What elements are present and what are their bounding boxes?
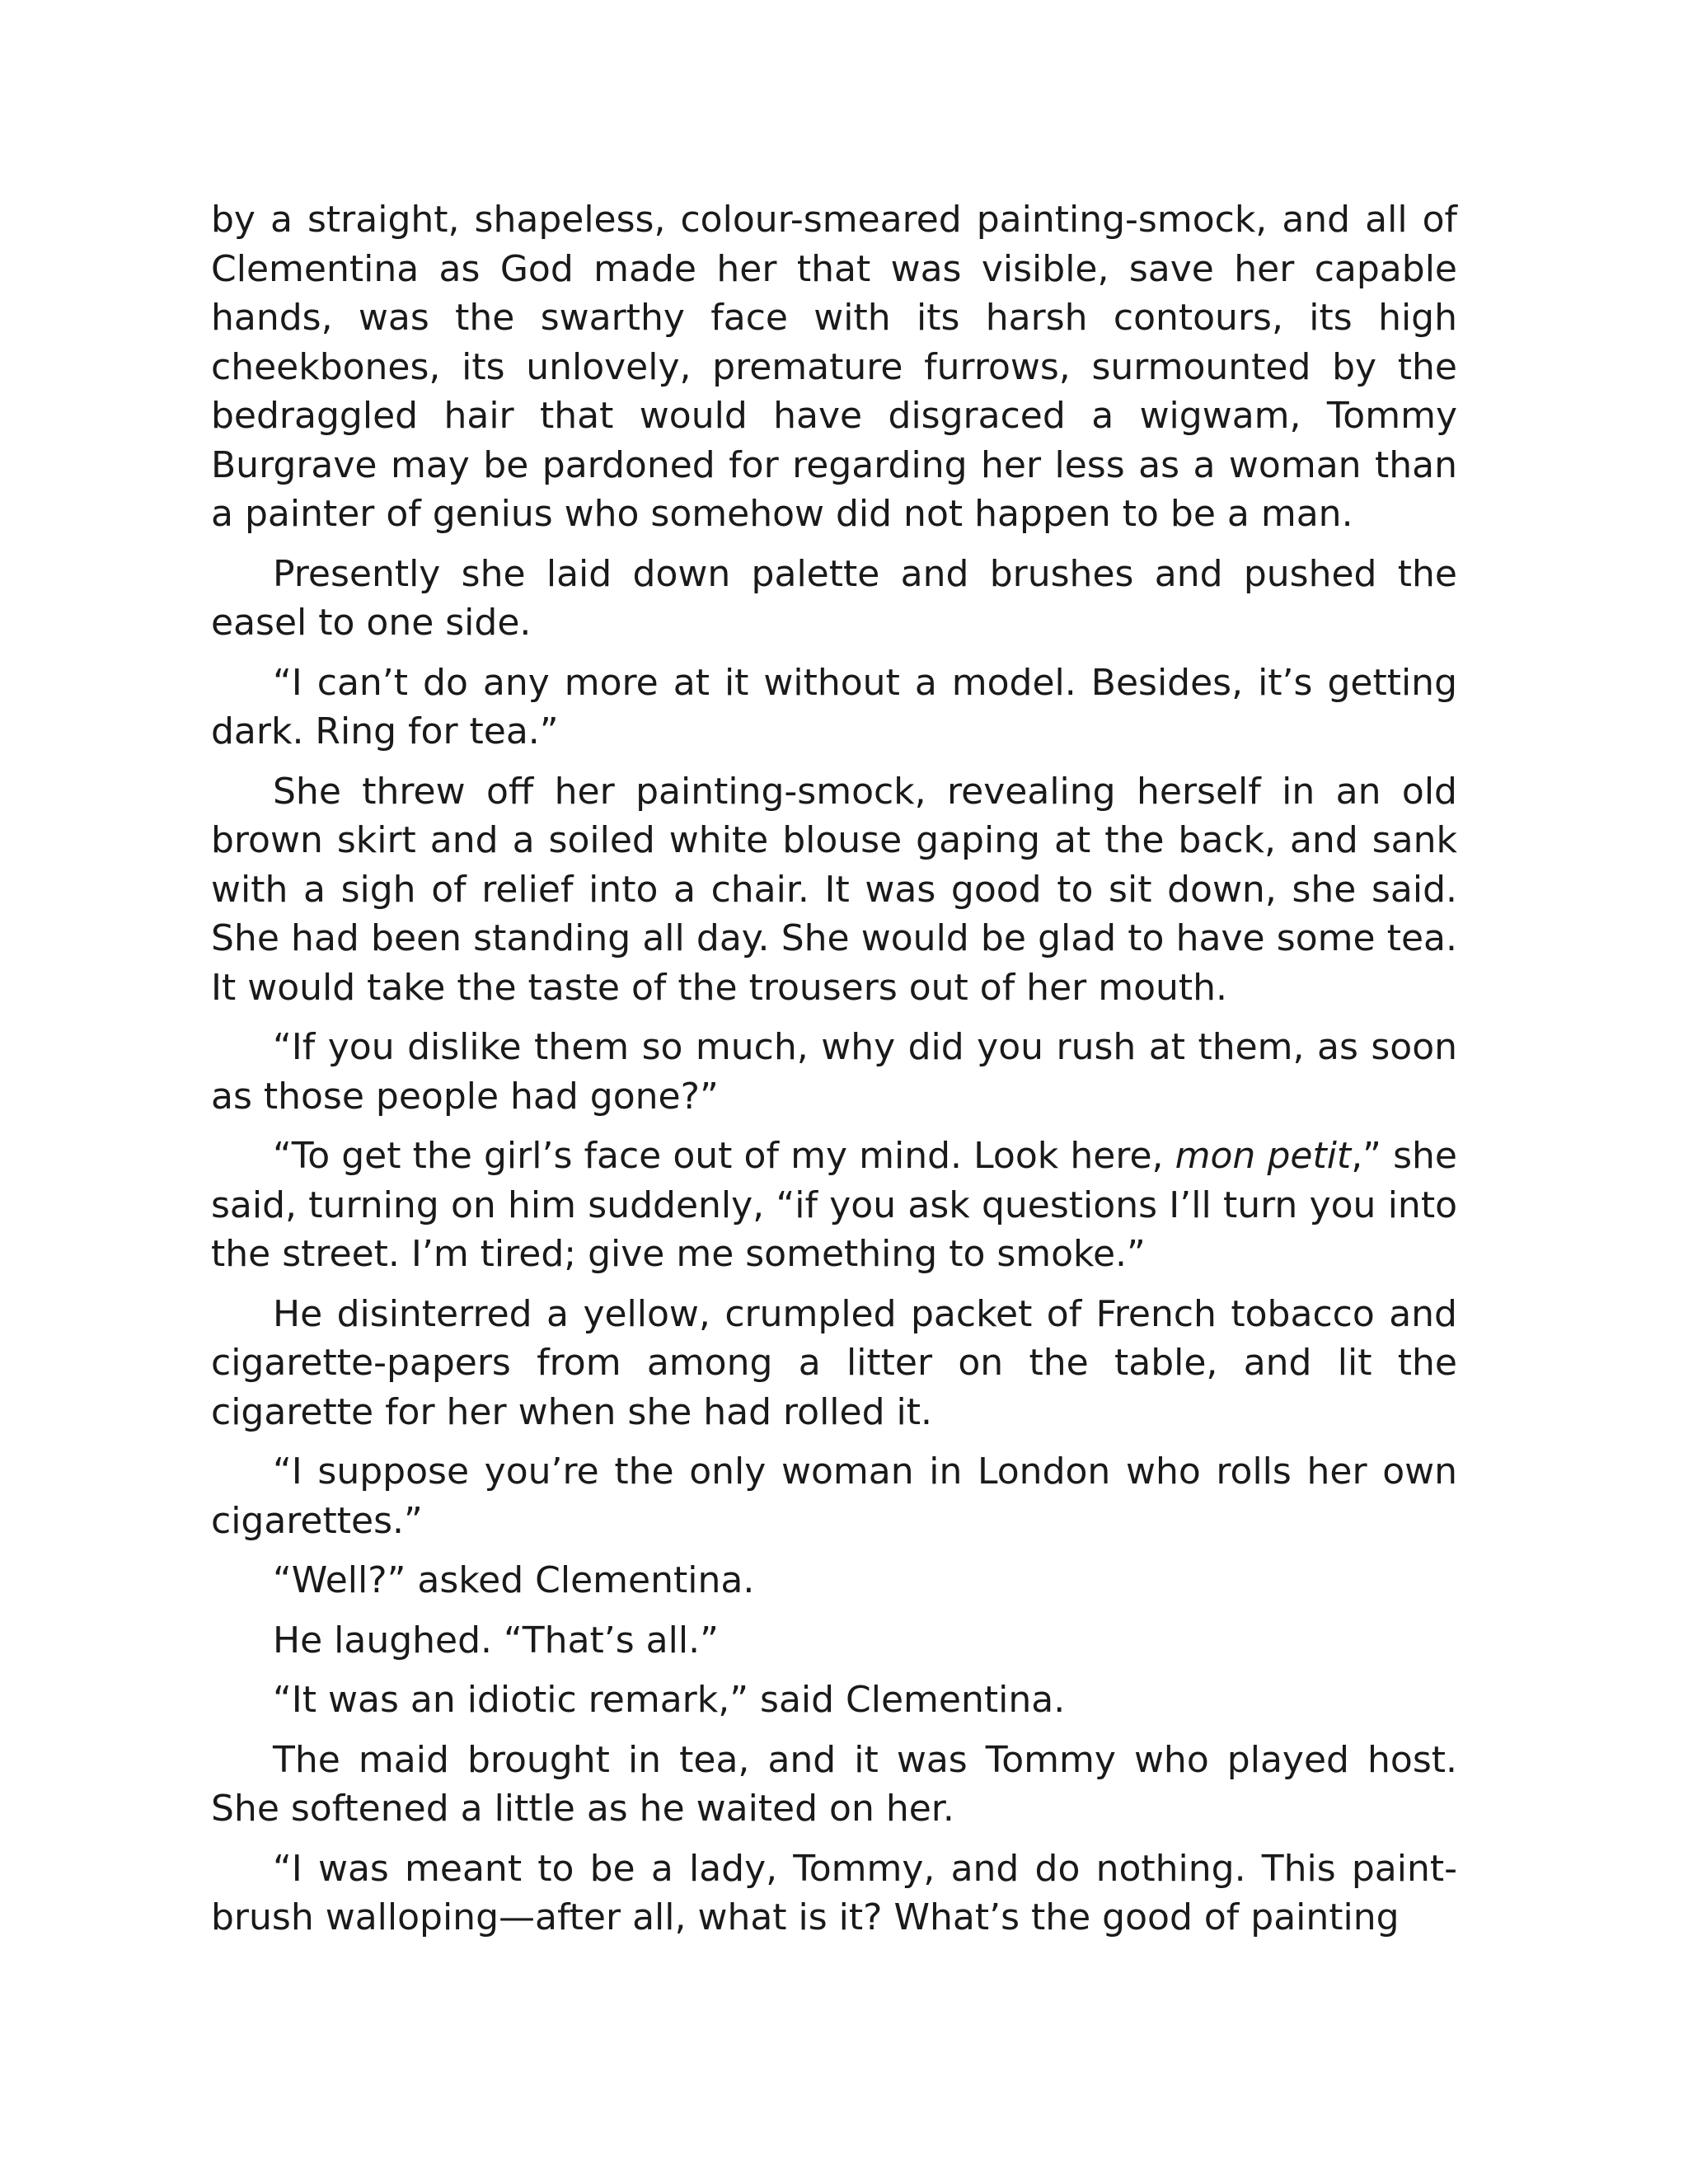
paragraph bbox=[211, 1290, 1457, 1437]
paragraph-text: “Well?” asked Clementina. bbox=[273, 1559, 755, 1601]
paragraph bbox=[211, 1447, 1457, 1545]
paragraph bbox=[211, 767, 1457, 1013]
paragraph-text: Presently she laid down palette and brushes and pushed the easel to one side. bbox=[211, 552, 1457, 644]
paragraph bbox=[211, 1736, 1457, 1834]
paragraph bbox=[211, 1132, 1457, 1279]
paragraph bbox=[211, 550, 1457, 648]
paragraph bbox=[211, 1675, 1457, 1725]
paragraph-text: He disinterred a yellow, crumpled packet of French tobacco and cigarette-papers from among a litter on the table, and lit the cigarette for her when she had rolled it. bbox=[211, 1292, 1457, 1433]
paragraph bbox=[211, 1556, 1457, 1605]
paragraph-text: “I suppose you’re the only woman in London who rolls her own cigarettes.” bbox=[211, 1451, 1457, 1542]
paragraph-text: She threw off her painting-smock, revealing herself in an old brown skirt and a soiled white blouse gaping at the back, and sank with a sigh of relief into a chair. It was good to sit down, she said. She had been standing all day. She would be glad to have some tea. It would take the taste of the trousers out of her mouth. bbox=[211, 770, 1457, 1009]
paragraph-text: “If you dislike them so much, why did you rush at them, as soon as those people had gone?” bbox=[211, 1026, 1457, 1118]
paragraph bbox=[211, 195, 1457, 539]
paragraph-text: by a straight, shapeless, colour-smeared painting-smock, and all of Clementina as God made her that was visible, save her capable hands, was the swarthy face with its harsh contours, its high cheekbones, its unlovely, premature furrows, surmounted by the bedraggled hair that would have disgraced a wigwam, Tommy Burgrave may be pardoned for regarding her less as a woman than a painter of genius who somehow did not happen to be a man. bbox=[211, 199, 1457, 535]
paragraph bbox=[211, 1023, 1457, 1121]
paragraph-text: “It was an idiotic remark,” said Clementina. bbox=[273, 1679, 1066, 1721]
italic-phrase: mon petit bbox=[1175, 1135, 1352, 1177]
paragraph-text: “I can’t do any more at it without a model. Besides, it’s getting dark. Ring for tea.” bbox=[211, 661, 1457, 752]
paragraph-text: The maid brought in tea, and it was Tommy who played host. She softened a little as he waited on her. bbox=[211, 1738, 1457, 1830]
paragraph-text: “To get the girl’s face out of my mind. Look here, bbox=[273, 1135, 1175, 1177]
paragraph-text: “I was meant to be a lady, Tommy, and do nothing. This paint-brush walloping—after all, what is it? What’s the good of painting bbox=[211, 1847, 1457, 1938]
body-text bbox=[211, 195, 1457, 1953]
paragraph-text: ,” she said, turning on him suddenly, “if you ask questions I’ll turn you into the street. I’m tired; give me something to smoke.” bbox=[211, 1135, 1457, 1275]
paragraph bbox=[211, 658, 1457, 757]
paragraph bbox=[211, 1844, 1457, 1943]
paragraph-text: He laughed. “That’s all.” bbox=[273, 1619, 719, 1661]
paragraph bbox=[211, 1616, 1457, 1666]
